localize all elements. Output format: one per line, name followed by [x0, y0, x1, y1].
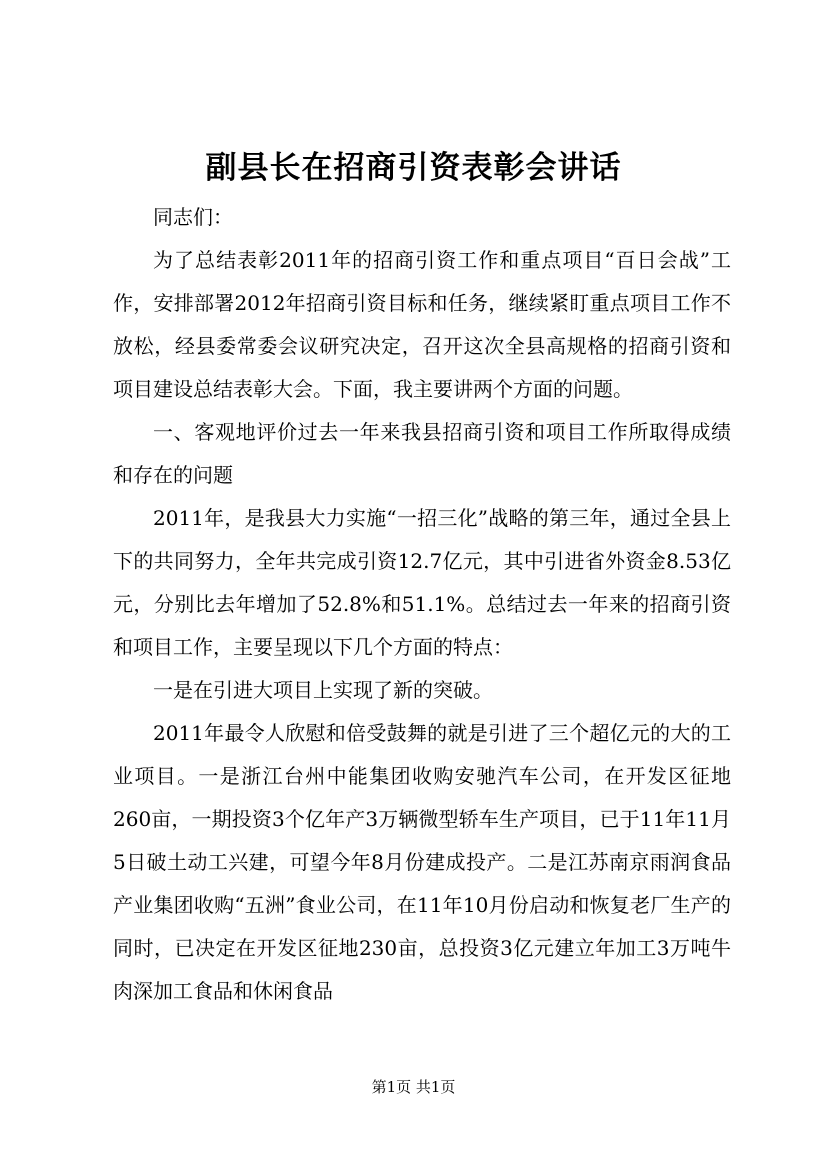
document-body [113, 196, 731, 1013]
section-heading-paragraph: 一、客观地评价过去一年来我县招商引资和项目工作所取得成绩和存在的问题 [113, 420, 731, 487]
document-title: 副县长在招商引资表彰会讲话 [205, 150, 622, 186]
salutation-paragraph: 同志们： [153, 205, 233, 229]
body-paragraph: 为了总结表彰2011年的招商引资工作和重点项目“百日会战”工作，安排部署2012年招商引资目标和任务，继续紧盯重点项目工作不放松，经县委常委会议研究决定，召开这次全县高规格的招商引资和项目建设总结表彰大会。下面，我主要讲两个方面的问题。 [113, 248, 731, 401]
page-footer: 第1页 共1页 [371, 1078, 456, 1096]
body-paragraph: 2011年最令人欣慰和倍受鼓舞的就是引进了三个超亿元的大的工业项目。一是浙江台州中能集团收购安驰汽车公司，在开发区征地260亩，一期投资3个亿年产3万辆微型轿车生产项目，已于11年11月5日破土动工兴建，可望今年8月份建成投产。二是江苏南京雨润食品产业集团收购“五洲”食业公司，在11年10月份启动和恢复老厂生产的同时，已决定在开发区征地230亩，总投资3亿元建立年加工3万吨牛肉深加工食品和休闲食品 [113, 721, 731, 1003]
subheading-paragraph: 一是在引进大项目上实现了新的突破。 [153, 678, 493, 702]
body-paragraph: 2011年，是我县大力实施“一招三化”战略的第三年，通过全县上下的共同努力，全年共完成引资12.7亿元，其中引进省外资金8.53亿元，分别比去年增加了52.8%和51.1%。总结过去一年来的招商引资和项目工作，主要呈现以下几个方面的特点： [113, 506, 731, 659]
